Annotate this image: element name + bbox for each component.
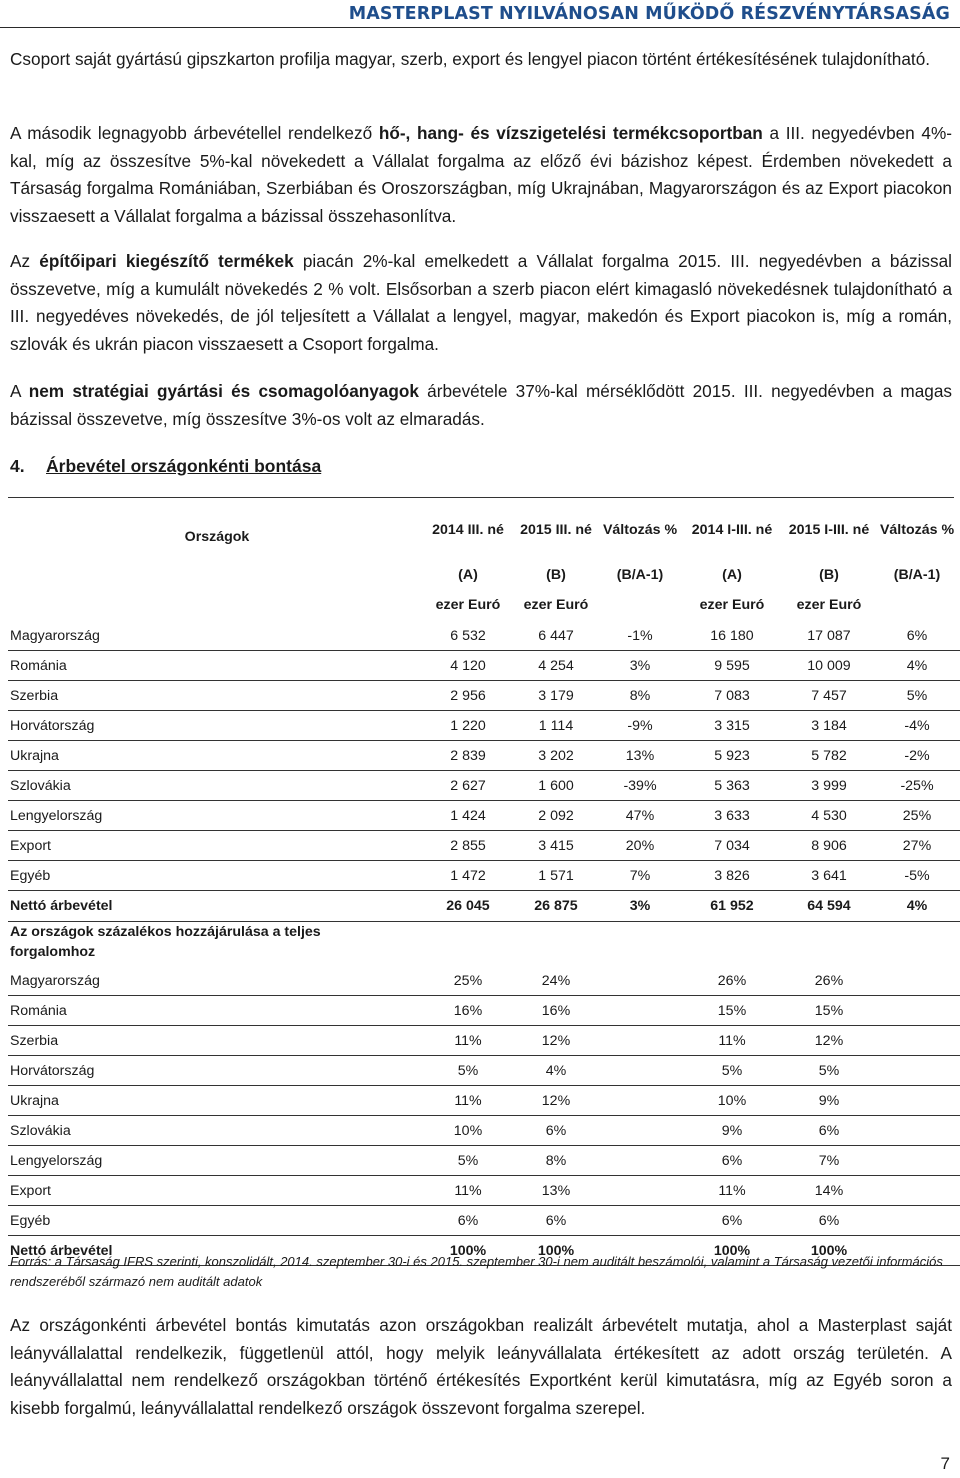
table-row: Horvátország 5% 4% 5% 5% bbox=[8, 1056, 960, 1086]
country-share-table bbox=[8, 918, 960, 1266]
table-row: Románia 4 120 4 254 3% 9 595 10 009 4% bbox=[8, 651, 960, 681]
page-number: 7 bbox=[940, 1454, 950, 1473]
paragraph-nonstrategic: A nem stratégiai gyártási és csomagolóanyagok árbevétele 37%-kal mérséklődött 2015. III. negyedévben a magas bázissal összevetve, míg összesítve 3%-os volt az elmaradás. bbox=[10, 381, 952, 429]
col-subheader: (A) bbox=[722, 566, 742, 583]
col-header: Változás % bbox=[602, 522, 678, 538]
table-row: Export 11% 13% 11% 14% bbox=[8, 1176, 960, 1206]
paragraph-explanation: Az országonkénti árbevétel bontás kimutatás azon országokban realizált árbevételt mutatja, ahol a Masterplast saját leányvállalattal rendelkezik, függetlenül attól, hogy melyik leányvállalata értékesített az adott ország területén. A leányvállalattal nem rendelkező országokban történő értékesítés Exportként kerül kimutatásra, míg az Egyéb soron a kisebb forgalmú, leányvállalattal rendelkező országok összevont forgalma szerepel. bbox=[10, 1315, 952, 1418]
table-row: Ukrajna 11% 12% 10% 9% bbox=[8, 1086, 960, 1116]
col-unit: ezer Euró bbox=[699, 597, 765, 613]
corner-header: Országok bbox=[184, 529, 250, 545]
total-row: Nettó árbevétel 26 045 26 875 3% 61 952 64 594 4% bbox=[8, 891, 960, 922]
col-subheader: (B) bbox=[819, 566, 839, 583]
table-row: Egyéb 6% 6% 6% 6% bbox=[8, 1206, 960, 1236]
col-unit: ezer Euró bbox=[435, 597, 501, 613]
table-row: Egyéb 1 472 1 571 7% 3 826 3 641 -5% bbox=[8, 861, 960, 891]
col-header: 2015 III. né bbox=[520, 522, 592, 538]
table-row: Export 2 855 3 415 20% 7 034 8 906 27% bbox=[8, 831, 960, 861]
table-row: Lengyelország 1 424 2 092 47% 3 633 4 530 25% bbox=[8, 801, 960, 831]
table-row: Szlovákia 10% 6% 9% 6% bbox=[8, 1116, 960, 1146]
col-subheader: (B/A-1) bbox=[893, 566, 941, 583]
revenue-by-country-table bbox=[8, 500, 960, 922]
source-note: Forrás: a Társaság IFRS szerinti, konszolidált, 2014. szeptember 30-i és 2015. szeptember 30-i nem auditált beszámolói, valamint a Társaság vezetői információs rendszeréből származó nem auditált adatok bbox=[10, 1254, 943, 1289]
table-row: Ukrajna 2 839 3 202 13% 5 923 5 782 -2% bbox=[8, 741, 960, 771]
table-row: Szlovákia 2 627 1 600 -39% 5 363 3 999 -25% bbox=[8, 771, 960, 801]
col-unit: ezer Euró bbox=[796, 597, 862, 613]
col-header: 2014 III. né bbox=[432, 522, 504, 538]
table-row: Lengyelország 5% 8% 6% 7% bbox=[8, 1146, 960, 1176]
col-header: 2015 I-III. né bbox=[788, 522, 870, 538]
col-header: Változás % bbox=[879, 522, 955, 538]
section-heading: 4. Árbevétel országonkénti bontása bbox=[10, 456, 322, 476]
table-row: Szerbia 11% 12% 11% 12% bbox=[8, 1026, 960, 1056]
paragraph-gypsum: Csoport saját gyártású gipszkarton profilja magyar, szerb, export és lengyel piacon történt értékesítésének tulajdonítható. bbox=[10, 49, 931, 69]
table-row: Magyarország 25% 24% 26% 26% bbox=[8, 966, 960, 996]
col-unit bbox=[874, 589, 960, 621]
table-row: Románia 16% 16% 15% 15% bbox=[8, 996, 960, 1026]
share-table-title: Az országok százalékos hozzájárulása a teljes forgalomhoz bbox=[10, 924, 321, 960]
col-header: 2014 I-III. né bbox=[691, 522, 773, 538]
total-row: Nettó árbevétel 100% 100% 100% 100% bbox=[8, 1236, 960, 1266]
col-unit bbox=[600, 589, 680, 621]
col-unit: ezer Euró bbox=[523, 597, 589, 613]
col-subheader: (A) bbox=[458, 566, 478, 583]
col-subheader: (B/A-1) bbox=[616, 566, 664, 583]
paragraph-insulation: A második legnagyobb árbevétellel rendelkező hő-, hang- és vízszigetelési termékcsoportban a III. negyedévben 4%-kal, míg az összesítve 5%-kal növekedett a Vállalat forgalma az előző évi bázishoz képest. Érdemben növekedett a Társaság forgalma Romániában, Szerbiában és Oroszországban, míg Ukrajnában, Magyarországon és az Export piacokon visszaesett a Vállalat forgalma a bázissal összehasonlítva. bbox=[10, 123, 952, 226]
header-rule bbox=[0, 27, 960, 28]
table-row: Szerbia 2 956 3 179 8% 7 083 7 457 5% bbox=[8, 681, 960, 711]
table-row: Magyarország 6 532 6 447 -1% 16 180 17 087 6% bbox=[8, 621, 960, 651]
table-top-border bbox=[8, 497, 954, 498]
paragraph-construction: Az építőipari kiegészítő termékek piacán 2%-kal emelkedett a Vállalat forgalma 2015. III. negyedévben a bázissal összevetve, míg a kumulált növekedés 2 % volt. Elsősorban a szerb piacon elért kimagasló növekedésnek tulajdonítható a III. negyedéves növekedés, de jól teljesített a Vállalat a lengyel, magyar, makedón és Export piacokon is, míg a román, szlovák és ukrán piacon visszaesett a Csoport forgalma. bbox=[10, 251, 953, 354]
table-row: Horvátország 1 220 1 114 -9% 3 315 3 184 -4% bbox=[8, 711, 960, 741]
col-subheader: (B) bbox=[546, 566, 566, 583]
company-header: MASTERPLAST NYILVÁNOSAN MŰKÖDŐ RÉSZVÉNYTÁRSASÁG bbox=[348, 4, 950, 24]
